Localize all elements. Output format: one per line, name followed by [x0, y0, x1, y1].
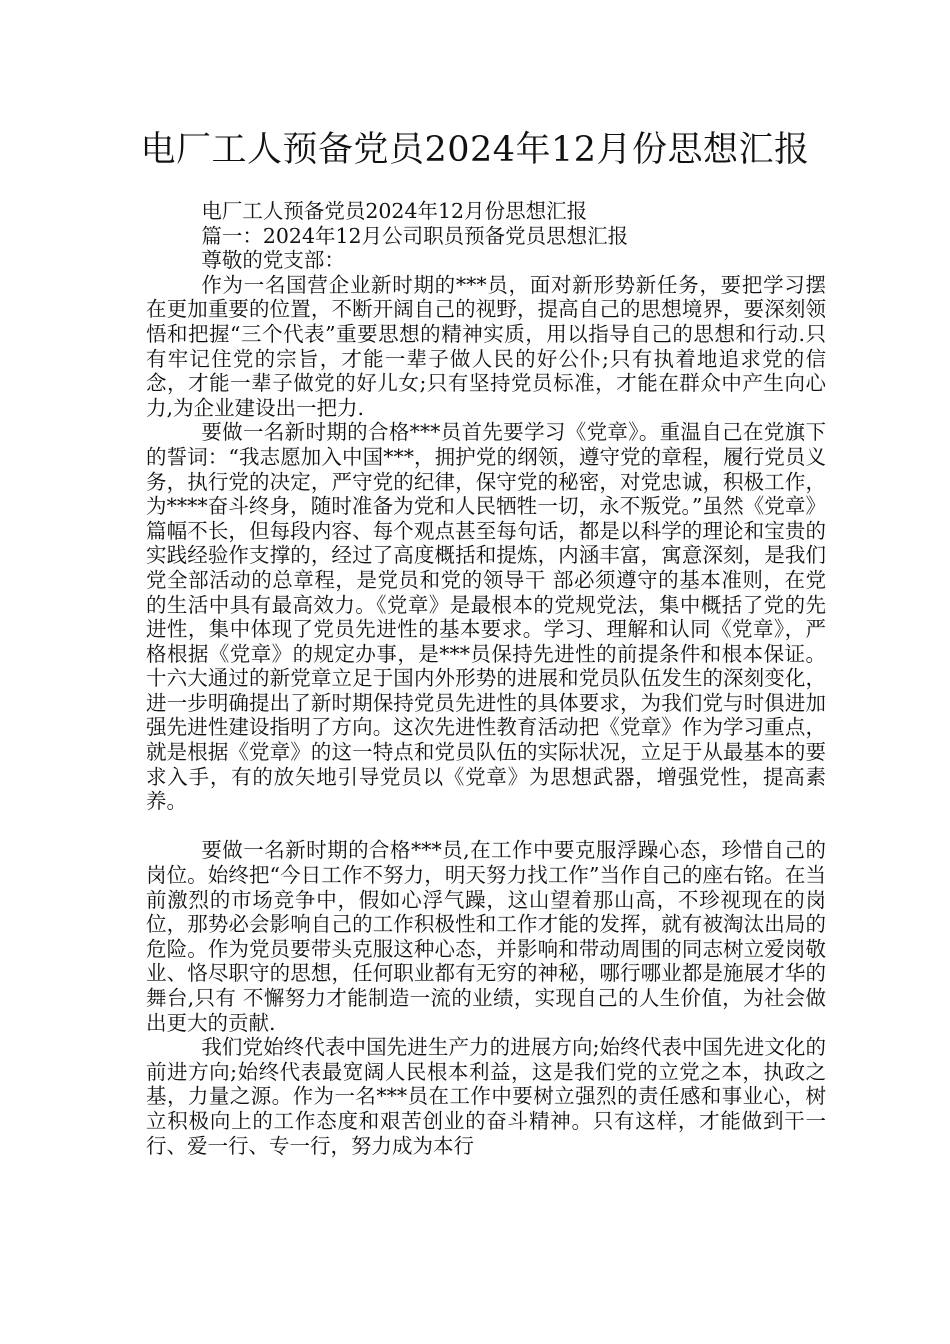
paragraph: 要做一名新时期的合格***员,在工作中要克服浮躁心态，珍惜自己的岗位。始终把“今日工作不努力，明天努力找工作”当作自己的座右铭。在当前激烈的市场竞争中，假如心浮气躁，这山望着那山高，不珍视现在的岗位，那势必会影响自己的工作积极性和工作才能的发挥，就有被淘汰出局的危险。作为党员要带头克服这种心态，并影响和带动周围的同志树立爱岗敬业、恪尽职守的思想，任何职业都有无穷的神秘，哪行哪业都是施展才华的舞台,只有 不懈努力才能制造一流的业绩，实现自己的人生价值，为社会做出更大的贡献.	[146, 838, 826, 1035]
page-title: 电厂工人预备党员2024年12月份思想汇报	[140, 130, 810, 170]
document-subtitle: 电厂工人预备党员2024年12月份思想汇报	[201, 199, 588, 223]
paragraph: 要做一名新时期的合格***员首先要学习《党章》。重温自己在党旗下的誓词：“我志愿加入中国***，拥护党的纲领，遵守党的章程，履行党员义务，执行党的决定，严守党的纪律，保守党的秘密，对党忠诚，积极工作，为****奋斗终身，随时准备为党和人民牺牲一切，永不叛党。”虽然《党章》篇幅不长，但每段内容、每个观点甚至每句话，都是以科学的理论和宝贵的实践经验作支撑的，经过了高度概括和提炼，内涵丰富，寓意深刻，是我们党全部活动的总章程，是党员和党的领导干 部必须遵守的基本准则，在党的生活中具有最高效力。《党章》是最根本的党规党法，集中概括了党的先进性，集中体现了党员先进性的基本要求。学习、理解和认同《党章》，严格根据《党章》的规定办事，是***员保持先进性的前提条件和根本保证。十六大通过的新党章立足于国内外形势的进展和党员队伍发生的深刻变化，进一步明确提出了新时期保持党员先进性的具体要求，为我们党与时俱进加强先进性建设指明了方向。这次先进性教育活动把《党章》作为学习重点，就是根据《党章》的这一特点和党员队伍的实际状况，立足于从最基本的要求入手，有的放矢地引导党员以《党章》为思想武器，增强党性，提高素养。	[146, 420, 826, 814]
section-heading: 篇一：2024年12月公司职员预备党员思想汇报	[201, 223, 629, 248]
paragraph-gap	[146, 814, 826, 839]
paragraph: 我们党始终代表中国先进生产力的进展方向;始终代表中国先进文化的前进方向;始终代表最宽阔人民根本利益，这是我们党的立党之本，执政之基，力量之源。作为一名***员在工作中要树立强烈的责任感和事业心，树立积极向上的工作态度和艰苦创业的奋斗精神。只有这样，才能做到干一行、爱一行、专一行，努力成为本行	[146, 1035, 826, 1158]
document-body	[146, 199, 826, 1158]
salutation: 尊敬的党支部：	[201, 248, 345, 273]
paragraph: 作为一名国营企业新时期的***员，面对新形势新任务，要把学习摆在更加重要的位置，不断开阔自己的视野，提高自己的思想境界，要深刻领悟和把握“三个代表”重要思想的精神实质，用以指导自己的思想和行动.只有牢记住党的宗旨，才能一辈子做人民的好公仆;只有执着地追求党的信念，才能一辈子做党的好儿女;只有坚持党员标准，才能在群众中产生向心力,为企业建设出一把力.	[146, 272, 826, 420]
